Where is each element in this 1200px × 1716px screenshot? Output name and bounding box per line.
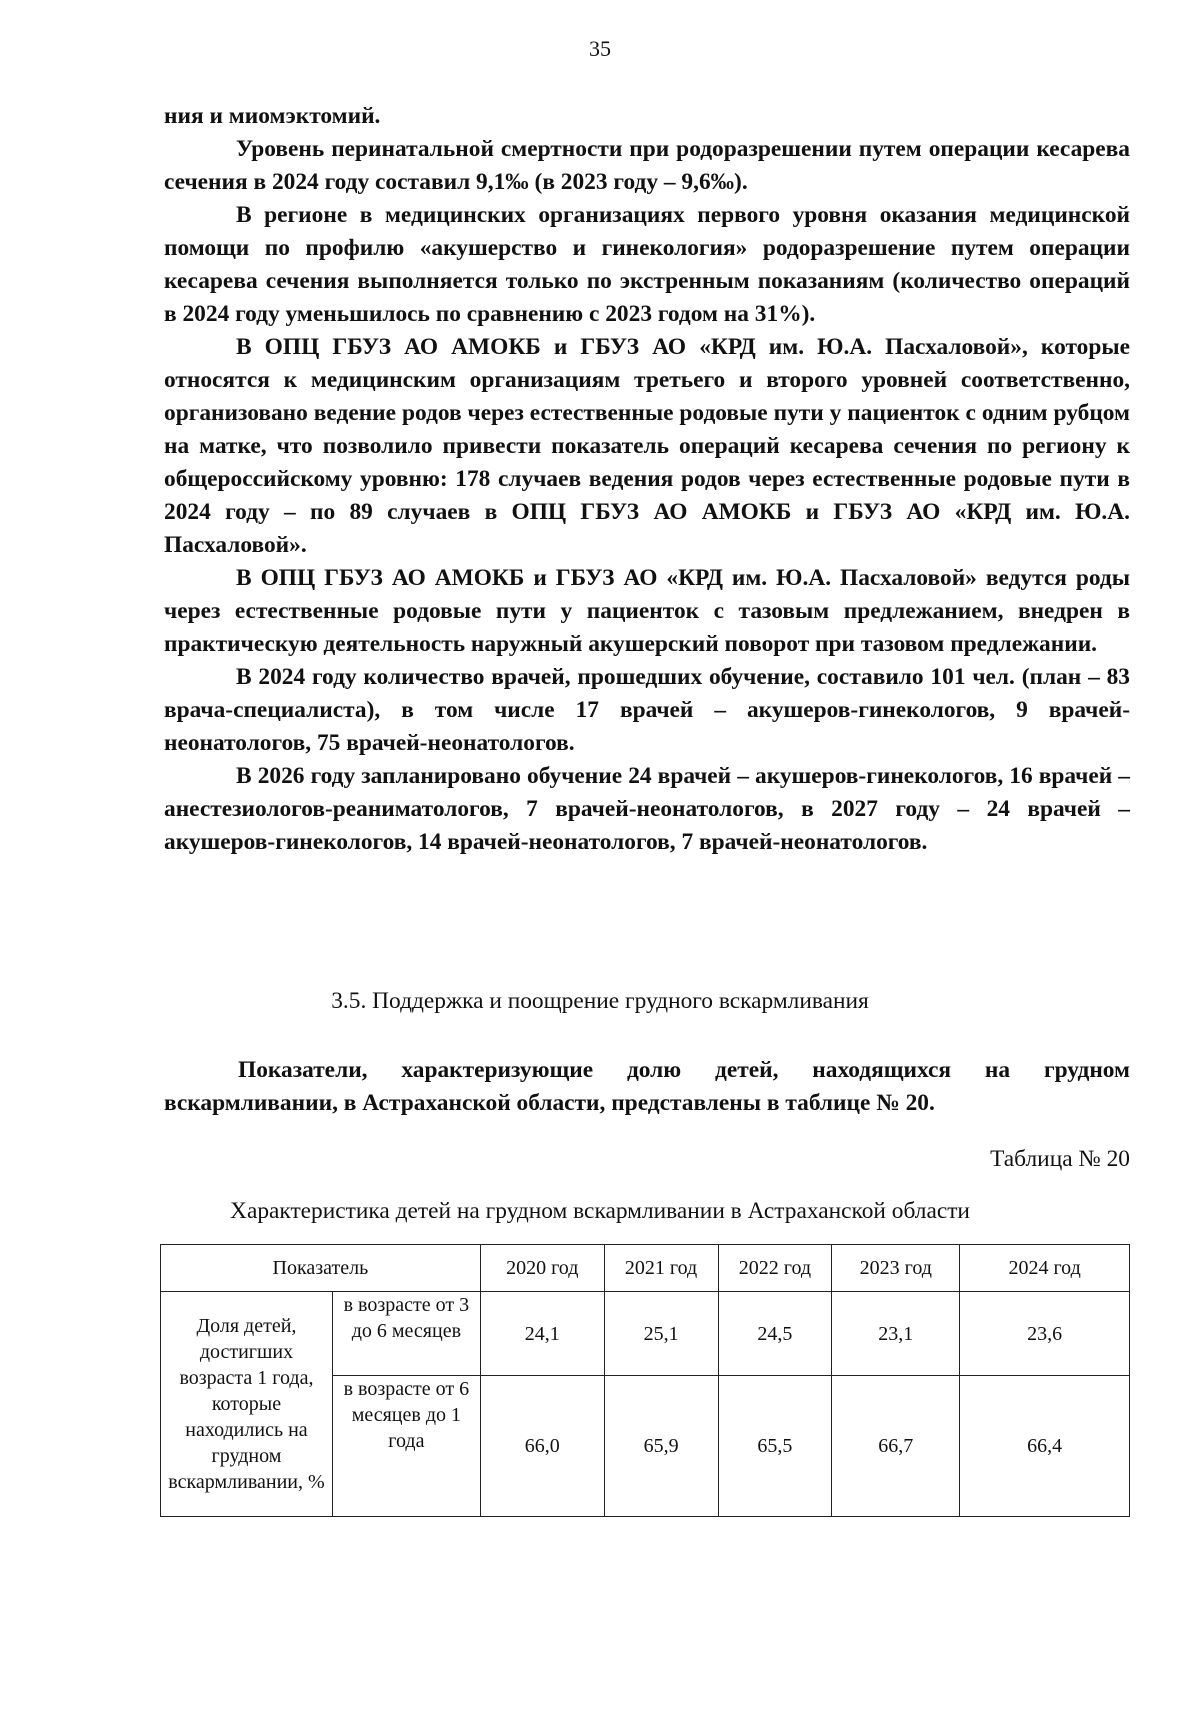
table-cell: 66,0 bbox=[480, 1376, 604, 1517]
age-group-label: в возрасте от 6 месяцев до 1 года bbox=[332, 1376, 480, 1517]
header-year: 2024 год bbox=[960, 1245, 1130, 1292]
table-header-row bbox=[161, 1245, 1130, 1292]
table-cell: 23,6 bbox=[960, 1292, 1130, 1376]
header-year: 2021 год bbox=[604, 1245, 718, 1292]
paragraph: В регионе в медицинских организациях первого уровня оказания медицинской помощи по профилю «акушерство и гинекология» родоразрешение путем операции кесарева сечения выполняется только по экстренным показаниям (количество операций в 2024 году уменьшилось по сравнению с 2023 годом на 31%). bbox=[164, 202, 1130, 327]
header-year: 2020 год bbox=[480, 1245, 604, 1292]
table-cell: 24,5 bbox=[718, 1292, 832, 1376]
table-intro: Показатели, характеризующие долю детей, находящихся на грудном вскармливании, в Астраханской области, представлены в таблице № 20. bbox=[164, 1057, 1130, 1116]
table-cell: 24,1 bbox=[480, 1292, 604, 1376]
table-title: Характеристика детей на грудном вскармливании в Астраханской области bbox=[230, 1198, 970, 1224]
page-number: 35 bbox=[589, 36, 611, 61]
body-text bbox=[164, 100, 1130, 859]
table-cell: 66,4 bbox=[960, 1376, 1130, 1517]
section-heading: 3.5. Поддержка и поощрение грудного вскармливания bbox=[331, 988, 869, 1014]
table-cell: 25,1 bbox=[604, 1292, 718, 1376]
paragraph: Уровень перинатальной смертности при родоразрешении путем операции кесарева сечения в 2024 году составил 9,1‰ (в 2023 году – 9,6‰). bbox=[164, 136, 1130, 195]
age-group-label: в возрасте от 3 до 6 месяцев bbox=[332, 1292, 480, 1376]
breastfeeding-table bbox=[160, 1244, 1130, 1517]
paragraph: В 2024 году количество врачей, прошедших обучение, составило 101 чел. (план – 83 врача-специалиста), в том числе 17 врачей – акушеров-гинекологов, 9 врачей-неонатологов, 75 врачей-неонатологов. bbox=[164, 664, 1130, 756]
header-indicator: Показатель bbox=[161, 1245, 481, 1292]
paragraph: В ОПЦ ГБУЗ АО АМОКБ и ГБУЗ АО «КРД им. Ю.А. Пасхаловой», которые относятся к медицинским организациям третьего и второго уровней соответственно, организовано ведение родов через естественные родовые пути у пациенток с одним рубцом на матке, что позволило привести показатель операций кесарева сечения по региону к общероссийскому уровню: 178 случаев ведения родов через естественные родовые пути в 2024 году – по 89 случаев в ОПЦ ГБУЗ АО АМОКБ и ГБУЗ АО «КРД им. Ю.А. Пасхаловой». bbox=[164, 334, 1130, 558]
table-cell: 66,7 bbox=[832, 1376, 960, 1517]
indicator-label: Доля детей, достигших возраста 1 года, которые находились на грудном вскармливании, % bbox=[161, 1292, 333, 1517]
table-number: Таблица № 20 bbox=[990, 1146, 1130, 1172]
paragraph: В 2026 году запланировано обучение 24 врачей – акушеров-гинекологов, 16 врачей – анестезиологов-реаниматологов, 7 врачей-неонатологов, в 2027 году – 24 врачей – акушеров-гинекологов, 14 врачей-неонатологов, 7 врачей-неонатологов. bbox=[164, 763, 1130, 855]
table-row bbox=[161, 1292, 1130, 1376]
table-cell: 65,5 bbox=[718, 1376, 832, 1517]
header-year: 2023 год bbox=[832, 1245, 960, 1292]
header-year: 2022 год bbox=[718, 1245, 832, 1292]
table-cell: 65,9 bbox=[604, 1376, 718, 1517]
paragraph: В ОПЦ ГБУЗ АО АМОКБ и ГБУЗ АО «КРД им. Ю.А. Пасхаловой» ведутся роды через естественные родовые пути у пациенток с тазовым предлежанием, внедрен в практическую деятельность наружный акушерский поворот при тазовом предлежании. bbox=[164, 565, 1130, 657]
paragraph: ния и миомэктомий. bbox=[164, 103, 381, 129]
table-cell: 23,1 bbox=[832, 1292, 960, 1376]
